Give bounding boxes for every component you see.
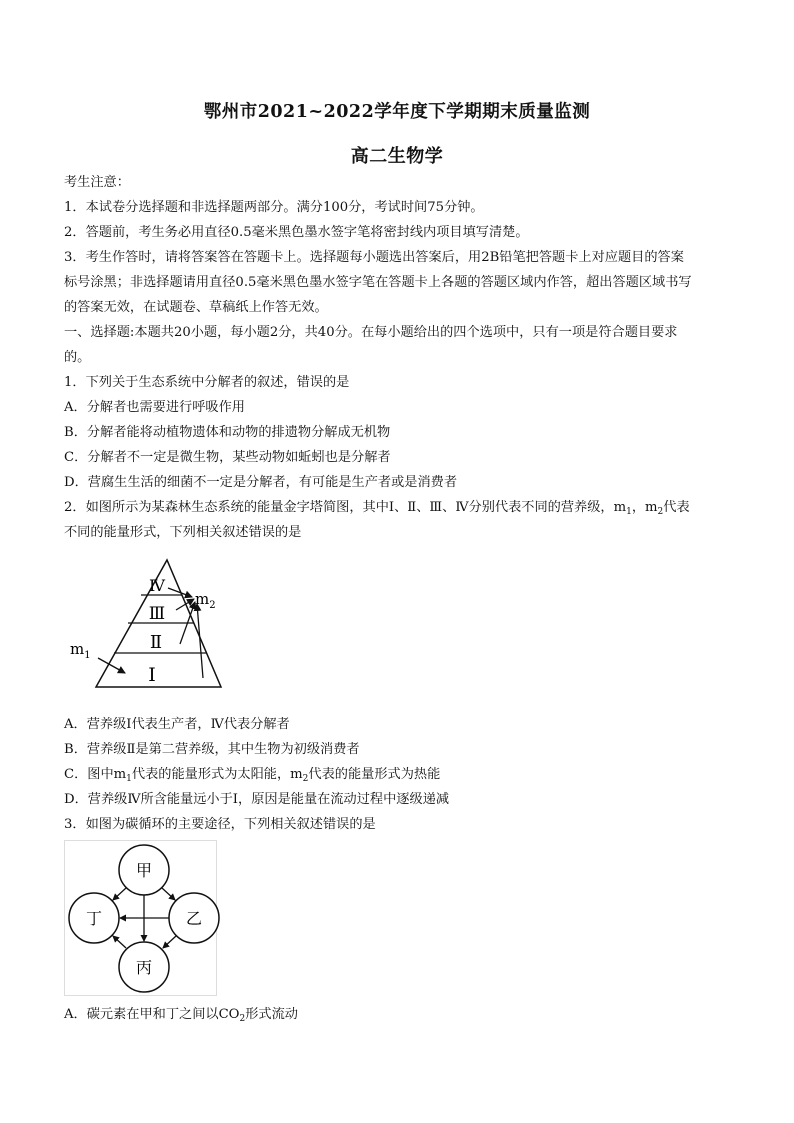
node-bing-label: 丙 [135, 958, 153, 977]
arrow-jia-to-yi [162, 888, 175, 900]
notice-item-2: 2．答题前，考生务必用直径0.5毫米黑色墨水签字笔将密封线内项目填写清楚。 [64, 225, 529, 240]
node-yi-label: 乙 [185, 909, 203, 928]
exam-subject: 高二生物学 [350, 146, 444, 167]
energy-pyramid-figure [64, 552, 234, 694]
notice-item-3-cont: 标号涂黑；非选择题请用直径0.5毫米黑色墨水签字笔在答题卡上各题的答题区域内作答，超出答题区域书写 [64, 275, 692, 290]
level-1-label: Ⅰ [148, 664, 156, 686]
level-2-label: Ⅱ [149, 632, 163, 653]
q1-option-c: C．分解者不一定是微生物，某些动物如蚯蚓也是分解者 [64, 450, 391, 465]
q1-option-b: B．分解者能将动植物遗体和动物的排遗物分解成无机物 [64, 425, 391, 440]
q1-option-d: D．营腐生生活的细菌不一定是分解者，有可能是生产者或是消费者 [64, 475, 458, 490]
exam-title: 鄂州市2021~2022学年度下学期期末质量监测 [203, 102, 591, 122]
q2-stem: 2．如图所示为某森林生态系统的能量金字塔简图，其中Ⅰ、Ⅱ、Ⅲ、Ⅳ分别代表不同的营养级，$m_1$，$m_2$代表 [64, 500, 690, 517]
node-jia-label: 甲 [135, 861, 153, 880]
q3-stem: 3．如图为碳循环的主要途径，下列相关叙述错误的是 [64, 817, 376, 832]
section-1-heading-cont: 的。 [64, 350, 91, 365]
level-4-label: Ⅳ [149, 576, 165, 595]
node-ding-label: 丁 [85, 909, 103, 928]
q3-option-a: A．碳元素在甲和丁之间以$CO_2$形式流动 [64, 1007, 298, 1024]
notice-item-1: 1．本试卷分选择题和非选择题两部分。满分100分，考试时间75分钟。 [64, 200, 484, 215]
carbon-cycle-figure [64, 840, 224, 1000]
m2-label: $m_2$ [195, 590, 216, 611]
notice-item-3-end: 的答案无效，在试题卷、草稿纸上作答无效。 [64, 300, 328, 315]
q2-option-c: C．图中$m_1$代表的能量形式为太阳能，$m_2$代表的能量形式为热能 [64, 767, 441, 784]
q2-option-d: D．营养级Ⅳ所含能量远小于Ⅰ，原因是能量在流动过程中逐级递减 [64, 792, 450, 807]
arrow-jia-to-ding [113, 888, 126, 900]
q2-stem-cont: 不同的能量形式，下列相关叙述错误的是 [64, 525, 302, 540]
notice-heading: 考生注意： [64, 175, 130, 190]
q2-option-b: B．营养级Ⅱ是第二营养级，其中生物为初级消费者 [64, 742, 360, 757]
arrow-bing-to-ding [113, 936, 126, 948]
level-3-label: Ⅲ [148, 604, 166, 624]
m1-label: $m_1$ [70, 640, 91, 661]
q1-stem: 1．下列关于生态系统中分解者的叙述，错误的是 [64, 375, 350, 390]
arrow-yi-to-bing [163, 936, 176, 948]
q2-option-a: A．营养级Ⅰ代表生产者，Ⅳ代表分解者 [64, 717, 290, 732]
notice-item-3: 3．考生作答时，请将答案答在答题卡上。选择题每小题选出答案后，用2B铅笔把答题卡上对应题目的答案 [64, 250, 684, 265]
section-1-heading: 一、选择题:本题共20小题，每小题2分，共40分。在每小题给出的四个选项中，只有一项是符合题目要求 [64, 325, 678, 340]
q1-option-a: A．分解者也需要进行呼吸作用 [64, 400, 245, 415]
